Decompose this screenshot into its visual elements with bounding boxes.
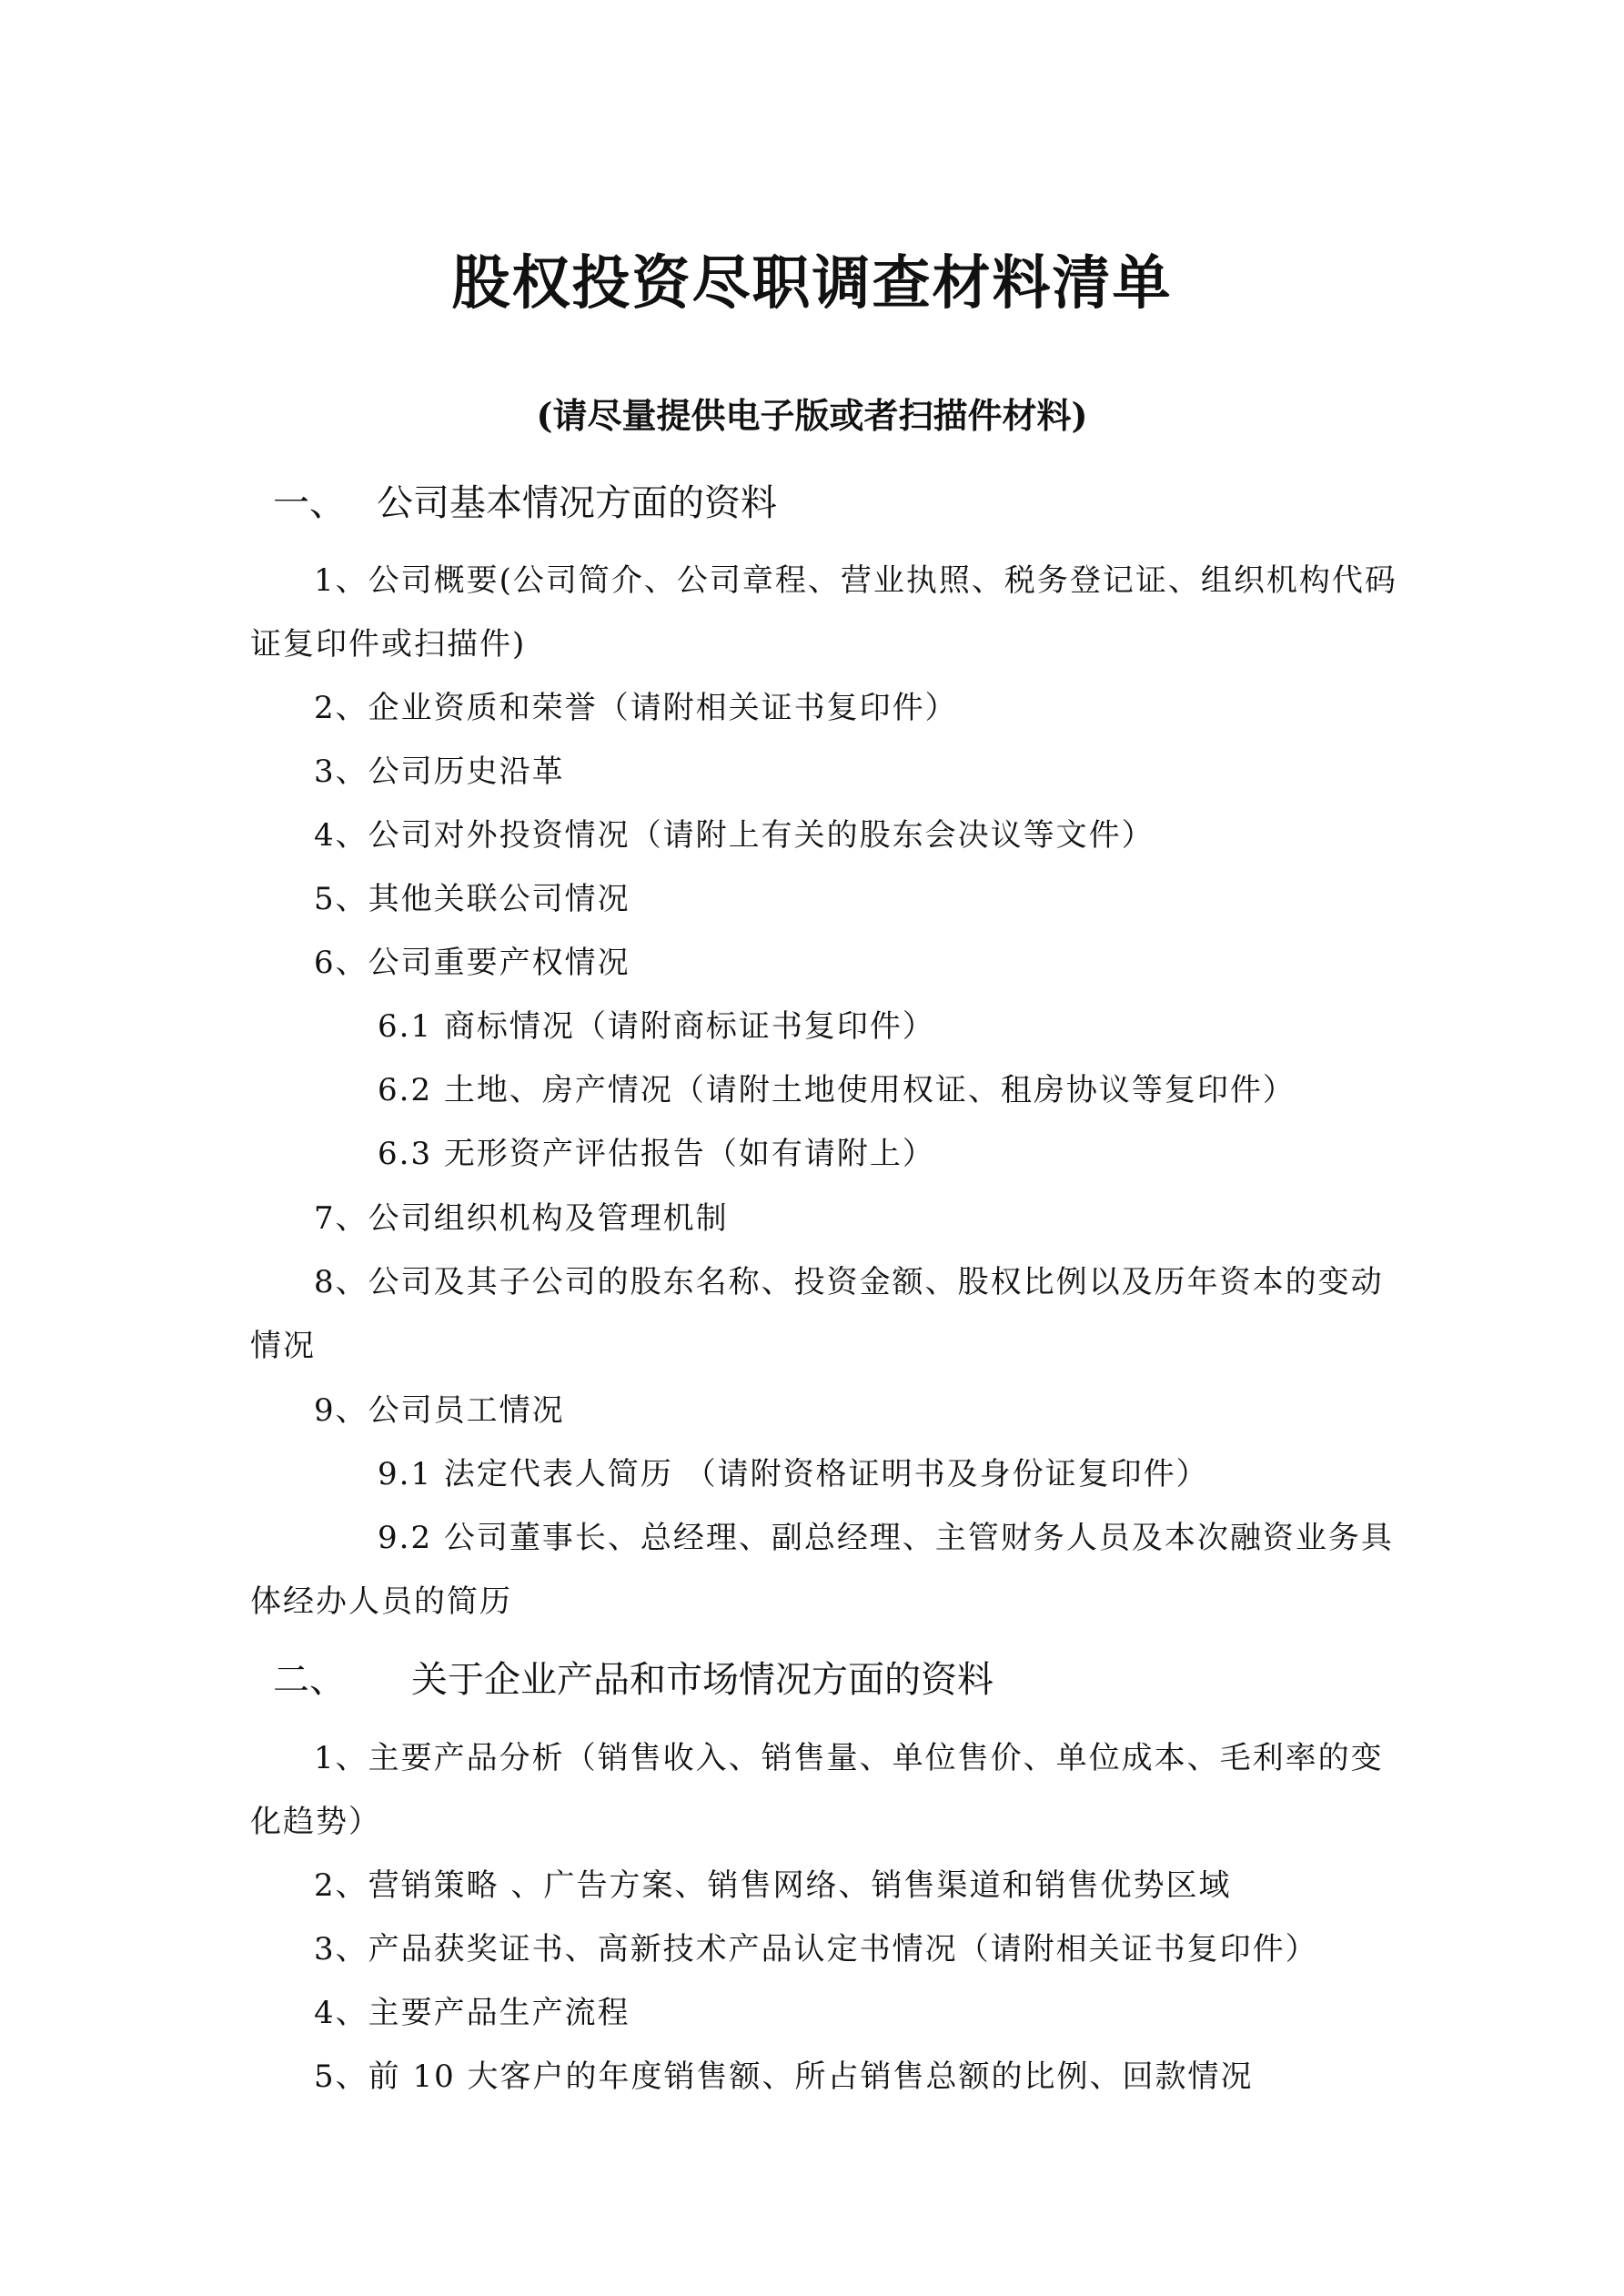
section-2-number: 二、 [273,1659,346,1701]
list-item: 6、公司重要产权情况 [314,945,630,981]
list-item: 7、公司组织机构及管理机制 [314,1200,729,1237]
list-item: 3、公司历史沿革 [314,754,565,790]
section-2-heading [273,1654,994,1705]
sub-list-item: 9.1 法定代表人简历 （请附资格证明书及身份证复印件） [378,1456,1209,1492]
sub-list-item: 6.2 土地、房产情况（请附土地使用权证、租房协议等复印件） [378,1072,1296,1108]
list-item: 2、营销策略 、广告方案、销售网络、销售渠道和销售优势区域 [314,1867,1232,1904]
sub-list-item: 6.1 商标情况（请附商标证书复印件） [378,1008,935,1045]
sub-list-item: 9.2 公司董事长、总经理、副总经理、主管财务人员及本次融资业务具 [378,1520,1394,1556]
sub-list-item: 6.3 无形资产评估报告（如有请附上） [378,1136,935,1172]
list-item: 5、前 10 大客户的年度销售额、所占销售总额的比例、回款情况 [314,2058,1254,2095]
page-subtitle: (请尽量提供电子版或者扫描件材料) [536,395,1088,436]
list-item: 9、公司员工情况 [314,1392,565,1429]
section-2-title: 关于企业产品和市场情况方面的资料 [411,1659,994,1701]
section-1-title: 公司基本情况方面的资料 [377,482,777,524]
list-item: 1、公司概要(公司简介、公司章程、营业执照、税务登记证、组织机构代码 [314,562,1397,599]
list-item-continuation: 情况 [250,1328,316,1364]
page-title: 股权投资尽职调查材料清单 [451,249,1173,318]
list-item-continuation: 化趋势） [250,1804,381,1840]
section-1-heading [273,478,777,529]
list-item: 4、主要产品生产流程 [314,1995,630,2031]
list-item-continuation: 体经办人员的简历 [250,1583,512,1620]
list-item: 1、主要产品分析（销售收入、销售量、单位售价、单位成本、毛利率的变 [314,1740,1384,1776]
section-1-number: 一、 [273,482,346,524]
list-item: 5、其他关联公司情况 [314,881,630,917]
list-item: 8、公司及其子公司的股东名称、投资金额、股权比例以及历年资本的变动 [314,1264,1384,1300]
list-item-continuation: 证复印件或扫描件) [250,626,527,663]
list-item: 3、产品获奖证书、高新技术产品认定书情况（请附相关证书复印件） [314,1931,1318,1967]
list-item: 2、企业资质和荣誉（请附相关证书复印件） [314,690,958,726]
list-item: 4、公司对外投资情况（请附上有关的股东会决议等文件） [314,817,1155,854]
